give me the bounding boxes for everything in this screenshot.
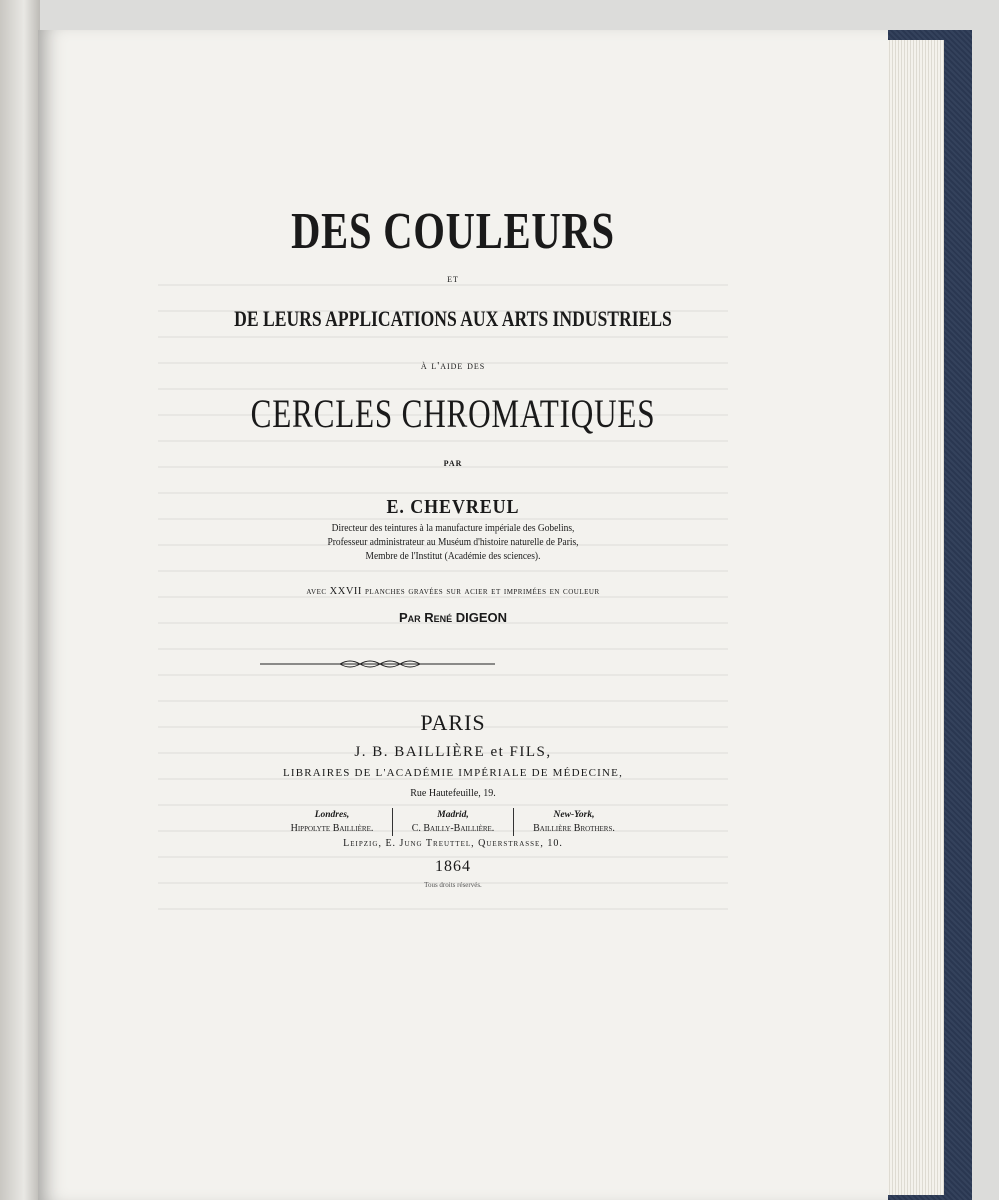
branch-agent: Baillière Brothers. — [533, 823, 615, 834]
aide-line: à l'aide des — [420, 360, 486, 372]
publication-year: 1864 — [435, 858, 471, 875]
author-name: E. CHEVREUL — [386, 496, 520, 518]
branch-madrid — [392, 808, 513, 836]
publisher-description: LIBRAIRES DE L'ACADÉMIE IMPÉRIALE DE MÉDECINE, — [282, 767, 624, 779]
left-page-leaf — [0, 0, 40, 1200]
title-page — [38, 30, 888, 1200]
branch-london — [272, 808, 392, 836]
rights-notice: Tous droits réservés. — [424, 881, 482, 889]
affiliation-line: Membre de l'Institut (Académie des sciences). — [365, 551, 541, 562]
plates-note: avec XXVII planches gravées sur acier et imprimées en couleur — [306, 586, 600, 597]
conjunction: et — [447, 273, 459, 285]
branch-offices — [163, 808, 743, 836]
book-subtitle: DE LEURS APPLICATIONS AUX ARTS INDUSTRIELS — [234, 306, 672, 331]
engraver-credit: Par René DIGEON — [398, 610, 508, 625]
branch-agent: C. Bailly-Baillière. — [411, 823, 495, 834]
ornament-rule-icon — [260, 658, 495, 670]
branch-city: Londres, — [314, 810, 350, 820]
branch-city: Madrid, — [437, 810, 469, 820]
leipzig-agent: Leipzig, E. Jung Treuttel, Querstrasse, 10. — [343, 838, 563, 849]
imprint-city: PARIS — [420, 710, 486, 735]
branch-agent: Hippolyte Baillière. — [290, 823, 374, 834]
branch-new-york — [513, 808, 634, 836]
par-line: par — [443, 457, 463, 469]
cercles-heading: CERCLES CHROMATIQUES — [250, 391, 656, 436]
book-title: DES COULEURS — [291, 203, 615, 260]
branch-city: New-York, — [553, 810, 595, 820]
affiliation-line: Directeur des teintures à la manufacture impériale des Gobelins, — [331, 523, 575, 534]
publisher-name: J. B. BAILLIÈRE et FILS, — [354, 744, 552, 760]
affiliation-line: Professeur administrateur au Muséum d'histoire naturelle de Paris, — [327, 537, 579, 548]
publisher-address: Rue Hautefeuille, 19. — [410, 788, 496, 799]
